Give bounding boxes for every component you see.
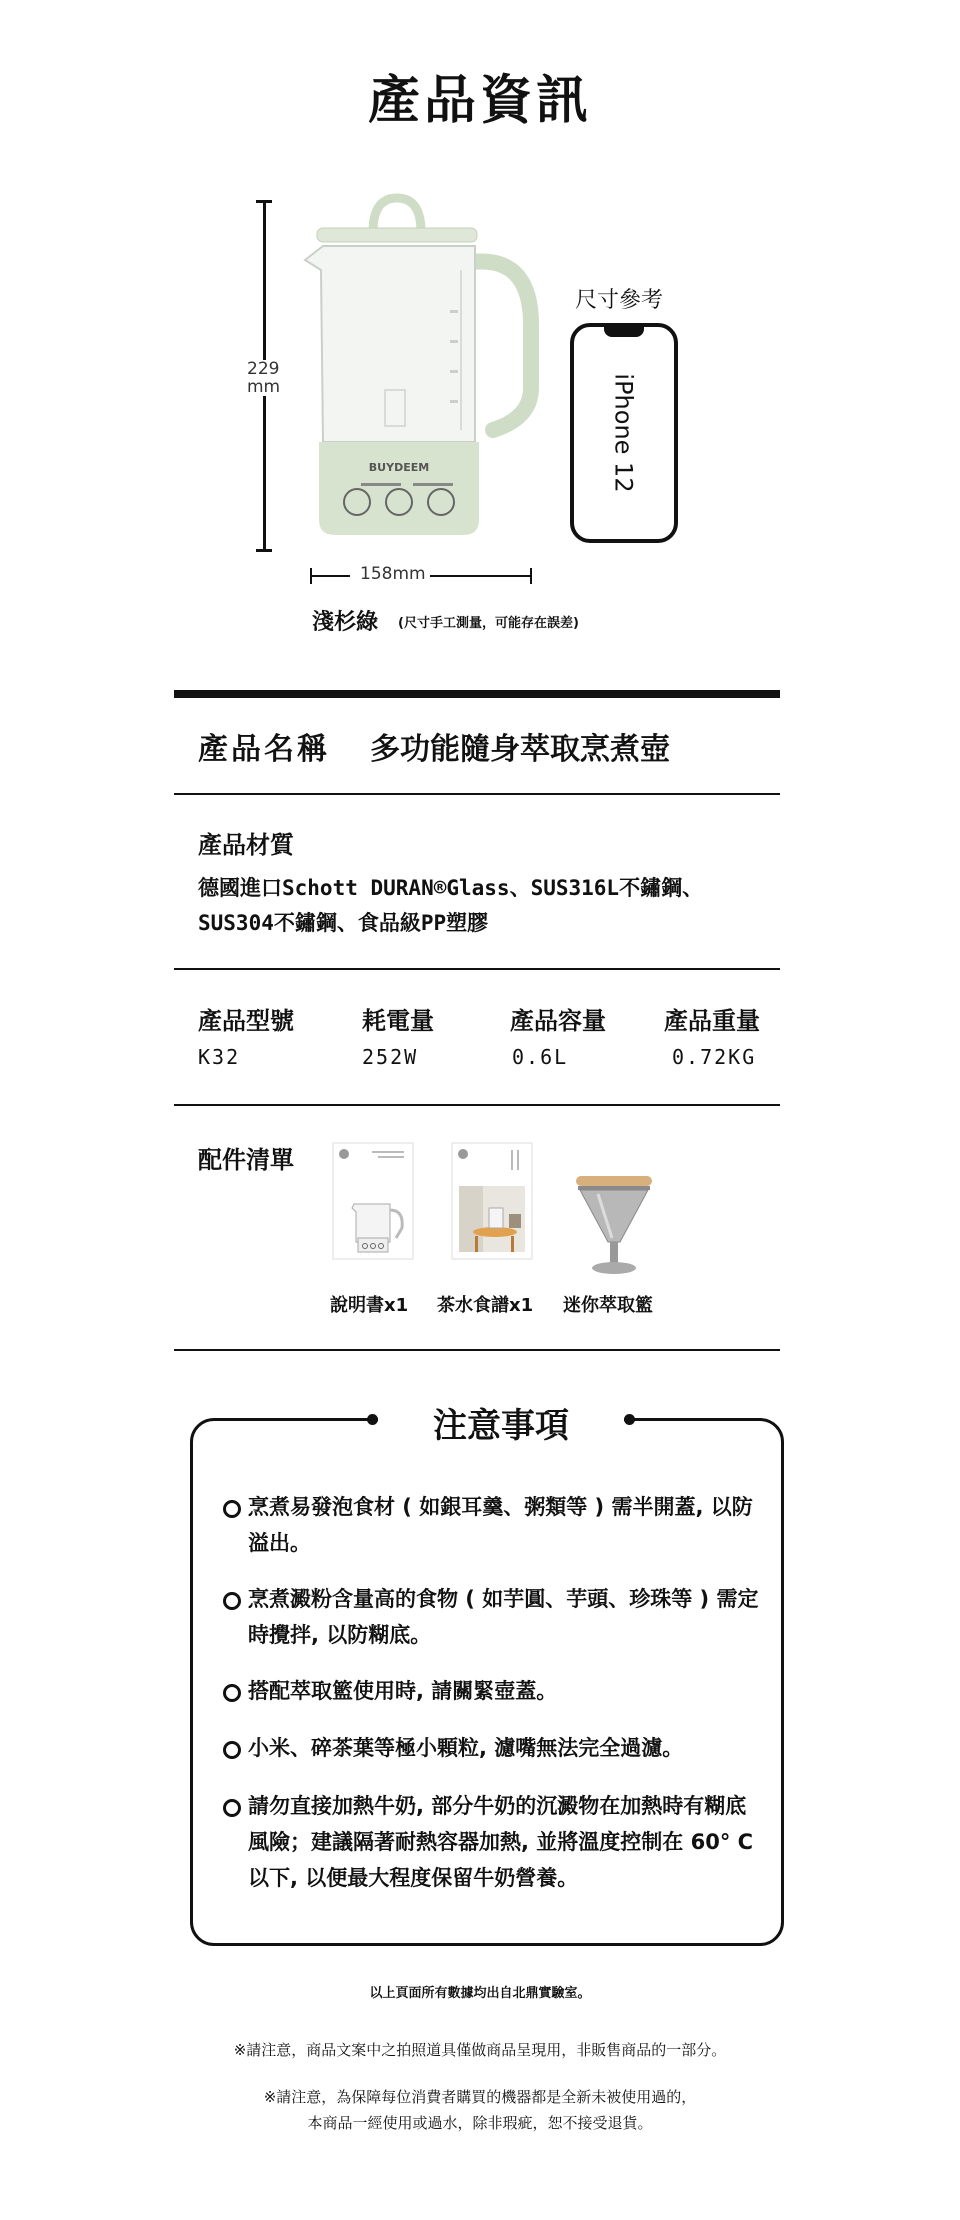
manual-image: [332, 1142, 414, 1260]
bullet-icon: [223, 1741, 241, 1759]
width-label: 158mm: [360, 564, 426, 584]
color-name: 淺杉綠: [312, 610, 379, 635]
notice-item-1: 烹煮易發泡食材 ( 如銀耳羹、粥類等 ) 需半開蓋, 以防 溢出。: [248, 1495, 753, 1555]
size-reference-label: 尺寸參考: [575, 288, 664, 313]
accessory-recipe-label: 茶水食譜x1: [437, 1295, 534, 1316]
spec-power-value: 252W: [362, 1045, 419, 1069]
divider: [174, 1349, 780, 1351]
spec-weight-label: 產品重量: [664, 1007, 760, 1035]
height-tick-bottom: [256, 549, 272, 552]
phone-model-label: iPhone 12: [610, 373, 638, 493]
spec-weight-value: 0.72KG: [672, 1045, 757, 1069]
measurement-note: (尺寸手工測量，可能存在誤差): [398, 616, 579, 631]
bullet-icon: [223, 1500, 241, 1518]
notice-item-2: 烹煮澱粉含量高的食物 ( 如芋圓、芋頭、珍珠等 ) 需定 時攪拌, 以防糊底。: [248, 1587, 759, 1647]
material-line-1: 德國進口Schott DURAN®Glass、SUS316L不鏽鋼、: [198, 876, 704, 900]
notice-title: 注意事項: [433, 1406, 569, 1446]
width-dimension-line-right: [430, 575, 530, 577]
infuser-basket-image: [574, 1170, 654, 1280]
notice-item-3: 搭配萃取籃使用時, 請關緊壺蓋。: [248, 1679, 558, 1703]
spec-capacity-label: 產品容量: [510, 1007, 606, 1035]
product-name-value: 多功能隨身萃取烹煮壺: [370, 732, 670, 767]
props-disclaimer: ※請注意，商品文案中之拍照道具僅做商品呈現用，非販售商品的一部分。: [233, 2041, 727, 2059]
divider: [174, 1104, 780, 1106]
accessories-label: 配件清單: [198, 1146, 294, 1174]
accessory-manual-label: 說明書x1: [330, 1295, 409, 1316]
height-tick-top: [256, 200, 272, 203]
notice-item-4: 小米、碎茶葉等極小顆粒, 濾嘴無法完全過濾。: [248, 1736, 684, 1760]
product-name-label: 產品名稱: [198, 732, 330, 767]
recipe-image: [451, 1142, 533, 1260]
section-divider-thick: [174, 690, 780, 698]
material-line-2: SUS304不鏽鋼、食品級PP塑膠: [198, 911, 489, 935]
accessory-basket-label: 迷你萃取籃: [563, 1295, 653, 1316]
bullet-icon: [223, 1799, 241, 1817]
page-title: 產品資訊: [367, 71, 592, 131]
notice-title-dot-right: [624, 1414, 635, 1425]
divider: [174, 968, 780, 970]
phone-image: [570, 323, 678, 543]
spec-capacity-value: 0.6L: [512, 1045, 569, 1069]
notice-title-dot-left: [367, 1414, 378, 1425]
notice-item-5: 請勿直接加熱牛奶, 部分牛奶的沉澱物在加熱時有糊底 風險；建議隔著耐熱容器加熱, 並將溫度控制在 60° C 以下, 以便最大程度保留牛奶營養。: [248, 1794, 754, 1890]
bullet-icon: [223, 1592, 241, 1610]
material-label: 產品材質: [198, 831, 294, 859]
kettle-image: [295, 190, 545, 550]
spec-model-label: 產品型號: [198, 1007, 294, 1035]
width-dimension-line-left: [310, 575, 350, 577]
spec-model-value: K32: [198, 1045, 241, 1069]
width-tick-right: [530, 568, 532, 584]
lab-data-note: 以上頁面所有數據均出自北鼎實驗室。: [369, 1986, 591, 2001]
kettle-brand: BUYDEEM: [368, 461, 430, 474]
divider: [174, 793, 780, 795]
bullet-icon: [223, 1684, 241, 1702]
height-label: 229 mm: [247, 359, 281, 397]
spec-power-label: 耗電量: [362, 1007, 434, 1035]
return-policy-note: ※請注意，為保障每位消費者購買的機器都是全新未被使用過的， 本商品一經使用或過水，除非瑕疵，恕不接受退貨。: [263, 2088, 697, 2132]
